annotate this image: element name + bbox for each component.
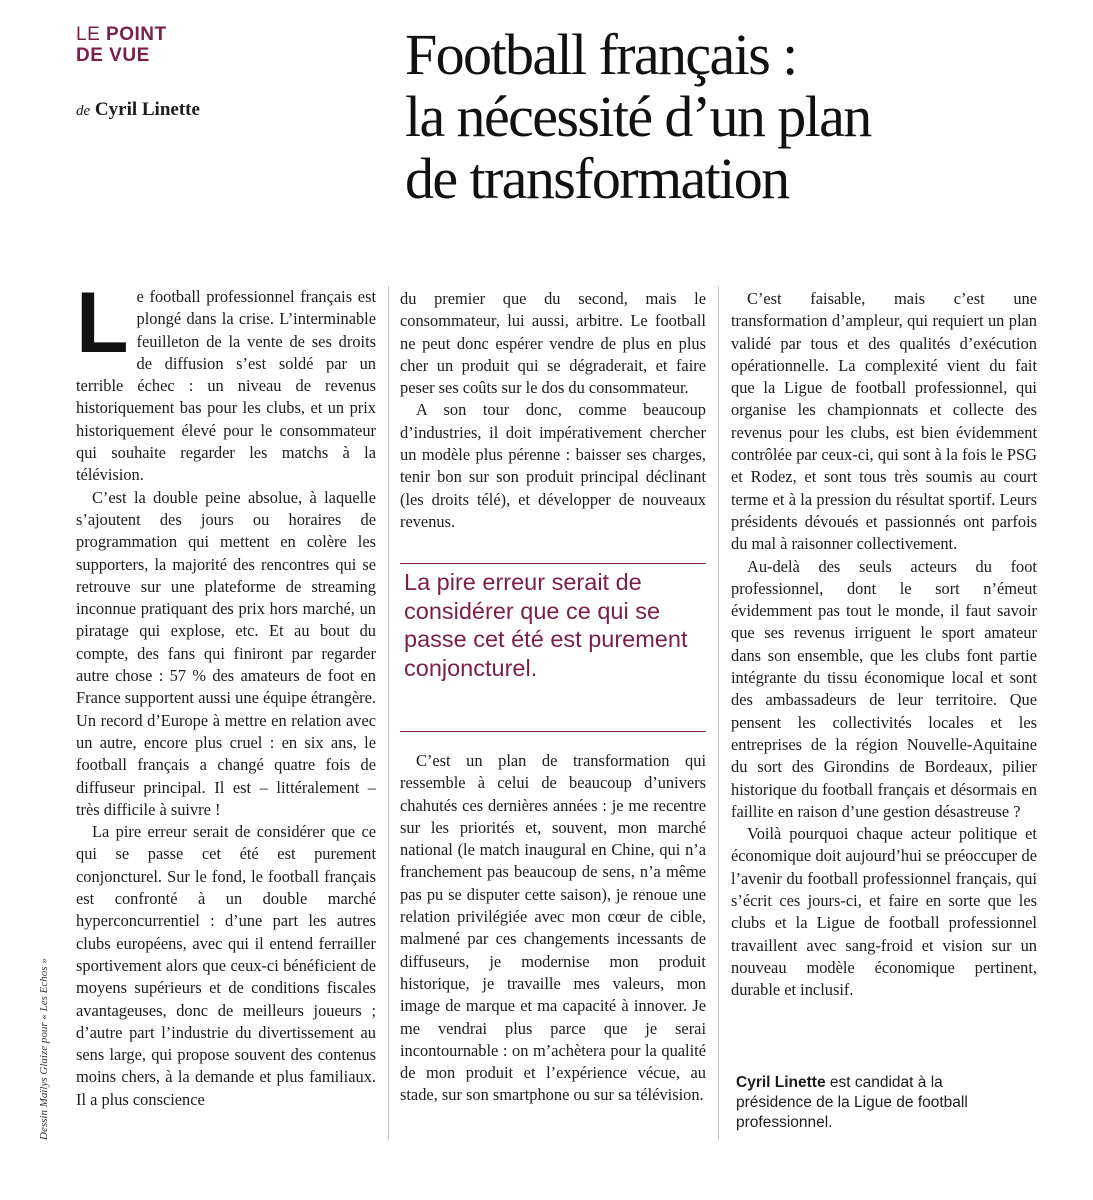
bio-author-name: Cyril Linette [736,1074,826,1091]
pullquote: La pire erreur serait de considérer que ce qui se passe cet été est purement conjoncturel. [404,569,688,681]
byline [76,99,200,121]
byline-author: Cyril Linette [94,99,200,120]
column-divider-1 [388,286,389,1141]
illustration-credit: Dessin Maïlys Glaize pour « Les Echos » [38,958,50,1140]
paragraph-text: e football professionnel français est plongé dans la crise. L’interminable feuilleton de la vente de ses droits de diffusion s’est soldé par un terrible échec : un niveau de revenus historiquement bas pour les clubs, et un prix historiquement élevé pour le consommateur qui souhaite regarder les matchs à la télévision. [76,287,376,485]
article-column-1 [76,275,376,1111]
author-bio [736,1073,976,1133]
byline-prefix: de [76,103,91,119]
column-divider-2 [718,286,719,1141]
paragraph: C’est faisable, mais c’est une transformation d’ampleur, qui requiert un plan validé par tous et des qualités d’exécution opérationnelle. La complexité vient du fait que la Ligue de football professionnel, qui organise les championnats et collecte des revenus pour les clubs, est bien évidemment contrôlée par ceux-ci, qui sont à la fois le PSG et Rodez, et sont tous très soumis au court terme et à la pression du résultat sportif. Leurs présidents dévoués et passionnés ont parfois du mal à raisonner collectivement. [731,289,1037,554]
article-column-2 [400,288,706,533]
paragraph: Voilà pourquoi chaque acteur politique et économique doit aujourd’hui se préoccuper de l’avenir du football professionnel français, qui s’écrit ces jours-ci, et faire en sorte que les clubs et la Ligue de football professionnel travaillent avec sang-froid et vision sur un nouveau modèle économique pertinent, durable et inclusif. [731,824,1037,1000]
headline-line-3: de transformation [405,146,789,211]
kicker-le: LE [76,24,101,45]
kicker-de-vue: DE VUE [76,45,150,66]
paragraph: A son tour donc, comme beaucoup d’industries, il doit impérativement chercher un modèle plus pérenne : baisser ses charges, tenir bon sur son produit principal déclinant (les droits télé), et développer de nouveaux revenus. [400,400,706,531]
headline-line-2: la nécessité d’un plan [405,84,871,149]
section-kicker [76,24,167,66]
paragraph: C’est un plan de transformation qui ressemble à celui de beaucoup d’univers chahutés ces dernières années : je me recentre sur les priorités et, souvent, mon marché national (le match inaugural en Chine, qui n’a franchement pas beaucoup de sens, n’a même pas pu se disputer cette saison), je renoue une relation privilégiée avec mon cœur de cible, malmené par ces changements incessants de diffuseurs, je modernise mon produit historique, je travaille mes valeurs, mon image de marque et ma capacité à innover. Je me vendrai plus parce que je serai incontournable : on m’achètera pour la qualité de mon produit et l’expérience vécue, au stade, sur son smartphone ou sur sa télévision. [400,751,706,1105]
headline-line-1: Football français : [405,22,797,87]
paragraph: La pire erreur serait de considérer que ce qui se passe cet été est purement conjoncturel. Sur le fond, le football français est confronté à un double marché hyperconcurrentiel : d’une part les autres clubs européens, avec qui il entend ferrailler sportivement alors que ceux-ci bénéficient de moyens supérieurs et de conditions fiscales avantageuses, donc de meilleurs joueurs ; d’autre part l’industrie du divertissement au sens large, qui propose souvent des contenus moins chers, à la demande et plus familiaux. Il a plus conscience [76,822,376,1109]
paragraph: du premier que du second, mais le consommateur, lui aussi, arbitre. Le football ne peut donc espérer vendre de plus en plus cher un produit qui se dégraderait, et faire peser ses coûts sur le dos du consommateur. [400,289,706,398]
paragraph: C’est la double peine absolue, à laquelle s’ajoutent des jours ou horaires de programmation qui mettent en colère les supporters, la majorité des rencontres qui se retrouve sur une plateforme de streaming inconnue pratiquant des prix hors marché, un piratage qui explose, etc. Et au bout du compte, des fans qui finiront par regarder autre chose : 57 % des amateurs de foot en France supportent aussi une équipe étrangère. Un record d’Europe à mettre en relation avec un autre, encore plus cruel : en six ans, le football français a changé quatre fois de diffuseur principal. Il est – littéralement – très difficile à suivre ! [76,487,376,819]
headline [405,24,1085,210]
paragraph: Au-delà des seuls acteurs du foot professionnel, dont le sort n’émeut évidemment pas tout le monde, il faut savoir que ses revenus irriguent le sport amateur dans son ensemble, que les clubs font partie intégrante du tissu économique local et sont des ambassadeurs de leur territoire. Que pensent les collectivités locales et les entreprises de la région Nouvelle-Aquitaine du sort des Girondins de Bordeaux, pilier historique du football français et désormais en faillite en raison d’une gestion désastreuse ? [731,556,1037,821]
article-column-3 [731,288,1037,1002]
article-column-2-continued [400,750,706,1107]
pullquote-rule-top [400,563,706,564]
pullquote-rule-bottom [400,731,706,732]
drop-cap: L [76,275,129,371]
bio-text: est candidat à la présidence de la Ligue de football professionnel. [736,1074,968,1131]
kicker-point: POINT [106,24,167,45]
paragraph [76,275,376,487]
